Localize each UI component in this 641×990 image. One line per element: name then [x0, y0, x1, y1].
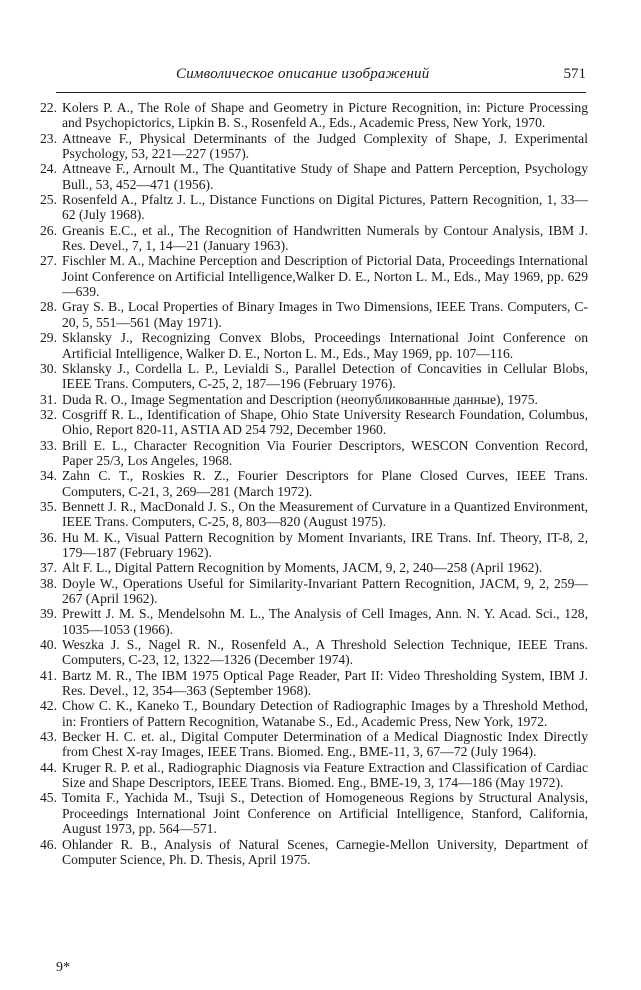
signature-mark: 9*: [56, 960, 70, 975]
reference-entry: [20, 361, 588, 392]
reference-entry: [20, 729, 588, 760]
reference-text: Weszka J. S., Nagel R. N., Rosenfeld A., A Threshold Selection Technique, IEEE Trans. Computers, C-23, 12, 1322—1326 (December 1974).: [62, 637, 588, 668]
reference-number: 27.: [40, 253, 57, 269]
reference-number: 31.: [40, 391, 57, 407]
reference-entry: [20, 192, 588, 223]
reference-number: 23.: [40, 130, 57, 146]
reference-entry: [20, 223, 588, 254]
reference-text: Alt F. L., Digital Pattern Recognition by Moments, JACM, 9, 2, 240—258 (April 1962).: [62, 560, 543, 576]
reference-text: Attneave F., Physical Determinants of the Judged Complexity of Shape, J. Experimental Psychology, 53, 221—227 (1957).: [62, 130, 588, 162]
reference-number: 40.: [40, 637, 57, 653]
reference-entry: [20, 576, 588, 607]
reference-number: 24.: [40, 161, 57, 177]
reference-number: 33.: [40, 437, 57, 453]
reference-entry: [20, 407, 588, 438]
reference-text: Zahn C. T., Roskies R. Z., Fourier Descriptors for Plane Closed Curves, IEEE Trans. Computers, C-21, 3, 269—281 (March 1972).: [62, 468, 588, 499]
reference-entry: [20, 698, 588, 729]
reference-text: Kruger R. P. et al., Radiographic Diagnosis via Feature Extraction and Classification of Cardiac Size and Shape Descriptors, IEEE Trans. Biomed. Eng., BME-19, 3, 174—186 (May 1972).: [62, 759, 588, 791]
reference-number: 32.: [40, 406, 57, 422]
reference-entry: [20, 837, 588, 868]
reference-entry: [20, 299, 588, 330]
reference-number: 39.: [40, 606, 57, 622]
reference-entry: [20, 560, 588, 575]
reference-entry: [20, 606, 588, 637]
reference-text: Chow C. K., Kaneko T., Boundary Detection of Radiographic Images by a Threshold Method, in: Frontiers of Pattern Recognition, Watanabe S., Ed., Academic Press, New York, 1972.: [62, 698, 588, 729]
reference-entry: [20, 637, 588, 668]
reference-text: Hu M. K., Visual Pattern Recognition by Moment Invariants, IRE Trans. Inf. Theory, IT-8, 2, 179—187 (February 1962).: [62, 529, 588, 560]
reference-text: Tomita F., Yachida M., Tsuji S., Detection of Homogeneous Regions by Structural Analysis, Proceedings International Joint Conference on Artificial Intelligence, Stanford, California, August 1973, pp. 564—571.: [62, 790, 588, 837]
reference-entry: [20, 161, 588, 192]
reference-number: 29.: [40, 330, 57, 346]
reference-entry: [20, 392, 588, 407]
reference-number: 36.: [40, 529, 57, 545]
reference-number: 22.: [40, 100, 57, 115]
reference-number: 35.: [40, 498, 57, 514]
header-rule: [56, 92, 586, 93]
reference-text: Ohlander R. B., Analysis of Natural Scenes, Carnegie-Mellon University, Department of Computer Science, Ph. D. Thesis, April 1975.: [62, 836, 588, 867]
reference-entry: [20, 100, 588, 131]
reference-entry: [20, 668, 588, 699]
reference-entry: [20, 330, 588, 361]
reference-number: 46.: [40, 836, 57, 852]
reference-text: Kolers P. A., The Role of Shape and Geometry in Picture Recognition, in: Picture Processing and Psychopictorics, Lipkin B. S., Rosenfeld A., Eds., Academic Press, New York, 1970.: [62, 100, 588, 131]
reference-number: 30.: [40, 360, 57, 376]
reference-entry: [20, 790, 588, 836]
reference-text: Duda R. O., Image Segmentation and Description (неопубликованные данные), 1975.: [62, 391, 538, 407]
reference-number: 28.: [40, 299, 57, 315]
reference-text: Rosenfeld A., Pfaltz J. L., Distance Functions on Digital Pictures, Pattern Recognition, 1, 33—62 (July 1968).: [62, 192, 588, 223]
reference-entry: [20, 499, 588, 530]
reference-text: Cosgriff R. L., Identification of Shape, Ohio State University Research Foundation, Columbus, Ohio, Report 820-11, ASTIA AD 254 792, December 1960.: [62, 406, 588, 438]
running-header: [56, 66, 586, 88]
reference-number: 42.: [40, 698, 57, 714]
page-number: 571: [563, 66, 586, 82]
reference-list: [20, 100, 588, 867]
running-title: Символическое описание изображений: [176, 66, 430, 82]
reference-number: 34.: [40, 468, 57, 484]
reference-number: 43.: [40, 729, 57, 745]
reference-entry: [20, 468, 588, 499]
reference-entry: [20, 760, 588, 791]
reference-entry: [20, 530, 588, 561]
reference-number: 44.: [40, 759, 57, 775]
reference-text: Greanis E.C., et al., The Recognition of Handwritten Numerals by Contour Analysis, IBM J. Res. Devel., 7, 1, 14—21 (January 1963).: [62, 222, 588, 254]
reference-text: Sklansky J., Cordella L. P., Levialdi S., Parallel Detection of Concavities in Cellular Blobs, IEEE Trans. Computers, C-25, 2, 187—196 (February 1976).: [62, 360, 588, 392]
reference-number: 26.: [40, 222, 57, 238]
reference-entry: [20, 253, 588, 299]
reference-number: 41.: [40, 667, 57, 683]
reference-text: Fischler M. A., Machine Perception and Description of Pictorial Data, Proceedings International Joint Conference on Artificial Intelligence,Walker D. E., Norton L. M., Eds., May 1969, pp. 629—639.: [62, 253, 588, 300]
reference-text: Brill E. L., Character Recognition Via Fourier Descriptors, WESCON Convention Record, Paper 25/3, Los Angeles, 1968.: [62, 437, 588, 468]
reference-entry: [20, 131, 588, 162]
reference-number: 45.: [40, 790, 57, 806]
reference-entry: [20, 438, 588, 469]
reference-number: 38.: [40, 575, 57, 591]
reference-text: Attneave F., Arnoult M., The Quantitative Study of Shape and Pattern Perception, Psychology Bull., 53, 452—471 (1956).: [62, 161, 588, 192]
reference-text: Becker H. C. et. al., Digital Computer Determination of a Medical Diagnostic Index Directly from Chest X-ray Images, IEEE Trans. Biomed. Eng., BME-11, 3, 67—72 (July 1964).: [62, 729, 588, 760]
reference-text: Gray S. B., Local Properties of Binary Images in Two Dimensions, IEEE Trans. Computers, C-20, 5, 551—561 (May 1971).: [62, 299, 588, 330]
reference-text: Sklansky J., Recognizing Convex Blobs, Proceedings International Joint Conference on Artificial Intelligence, Walker D. E., Norton L. M., Eds., May 1969, pp. 107—116.: [62, 330, 588, 361]
reference-text: Prewitt J. M. S., Mendelsohn M. L., The Analysis of Cell Images, Ann. N. Y. Acad. Sci., 128, 1035—1053 (1966).: [62, 606, 588, 637]
reference-text: Bennett J. R., MacDonald J. S., On the Measurement of Curvature in a Quantized Environment, IEEE Trans. Computers, C-25, 8, 803—820 (August 1975).: [62, 498, 588, 530]
reference-text: Doyle W., Operations Useful for Similarity-Invariant Pattern Recognition, JACM, 9, 2, 259—267 (April 1962).: [62, 575, 588, 606]
reference-number: 25.: [40, 192, 57, 208]
reference-number: 37.: [40, 560, 57, 576]
reference-text: Bartz M. R., The IBM 1975 Optical Page Reader, Part II: Video Thresholding System, IBM J. Res. Devel., 12, 354—363 (September 1968).: [62, 667, 588, 699]
